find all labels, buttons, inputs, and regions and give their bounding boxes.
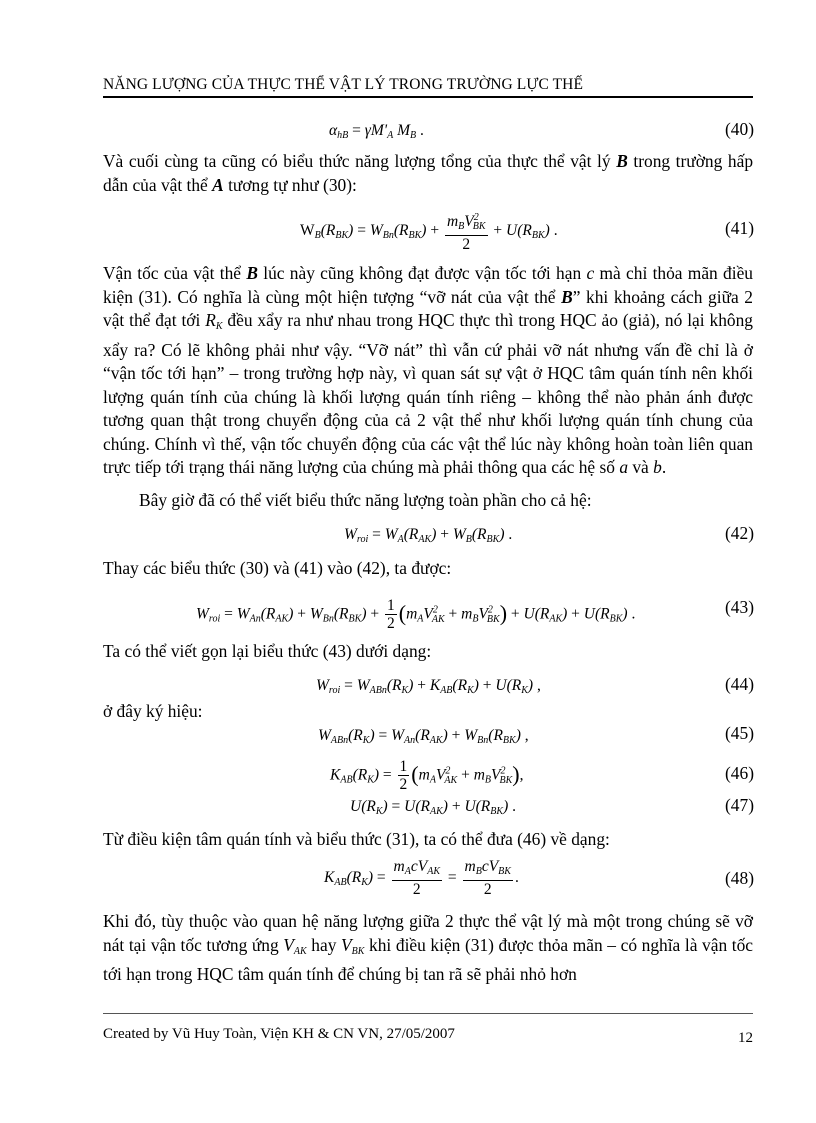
equation-number-42: (42) — [725, 523, 754, 543]
paragraph-inertia-center: Từ điều kiện tâm quán tính và biểu thức (31), ta có thể đưa (46) về dạng: — [103, 829, 610, 849]
equation-47: $U(R_K) = U(R_{AK}) + U(R_{BK})$ . — [350, 798, 516, 817]
equation-40: $\alpha_{hB} = \gamma M'_A$ $M_B$ . — [329, 122, 424, 141]
equation-number-46: (46) — [725, 763, 754, 783]
paragraph-energy-B: Và cuối cùng ta cũng có biểu thức năng lượng tổng của thực thể vật lý B trong trường hấp dẫn của vật thể A tương tự như (30): — [103, 151, 754, 195]
paragraph-notation: ở đây ký hiệu: — [103, 701, 203, 721]
equation-number-41: (41) — [725, 218, 754, 238]
equation-number-40: (40) — [725, 119, 754, 139]
running-header: NĂNG LƯỢNG CỦA THỰC THỂ VẬT LÝ TRONG TRƯỜNG LỰC THẾ — [103, 76, 584, 93]
paragraph-compact-form: Ta có thể viết gọn lại biểu thức (43) dưới dạng: — [103, 641, 432, 661]
equation-42: $W_{roi} = W_A(R_{AK}) + W_B(R_{BK})$ . — [344, 526, 513, 545]
equation-48: $K_{AB}(R_K)$ = $\frac{m_AcV_{AK}}{2}$ = $\frac{m_BcV_{BK}}{2}$ . — [324, 858, 519, 898]
equation-44: $W_{roi} = W_{ABn}(R_K) + K_{AB}(R_K) + U(R_K)$ , — [316, 677, 541, 696]
equation-number-45: (45) — [725, 723, 754, 743]
page-number: 12 — [738, 1030, 753, 1046]
equation-number-47: (47) — [725, 795, 754, 815]
header-rule — [103, 96, 753, 98]
footer-rule — [103, 1013, 753, 1014]
paragraph-velocity-discussion: Vận tốc của vật thể B lúc này cũng không đạt được vận tốc tới hạn c mà chỉ thỏa mãn điều kiện (31). Có nghĩa là cùng một hiện tượng “vỡ nát của vật thể B” khi khoảng cách giữa 2 vật thể đạt tới $R_K$ đều xẩy ra như nhau trong HQC thực thì trong HQC ảo (giả), nó lại không xẩy ra? Có lẽ không phải như vậy. “Vỡ nát” thì vẫn cứ phải vỡ nát nhưng vấn đề chỉ là ở “vận tốc tới hạn” – trong trường hợp này, vì quan sát sự vật ở HQC tâm quán tính nên khối lượng quán tính của chúng là khối lượng quán tính riêng – không thể nào phản ánh được tương quan thật trong chuyển động của cả 2 vật thể như khối lượng quán tính chung của chúng. Chính vì thế, vận tốc chuyển động của các vật thể lúc này không hoàn toàn liên quan trực tiếp tới trạng thái năng lượng của chúng mà phải thông qua các hệ số a và b. — [103, 263, 753, 477]
equation-43: $W_{roi} = W_{An}(R_{AK}) + W_{Bn}(R_{BK})$ + $\frac{1}{2}$ $(m_AV^2_{AK} + m_BV^2_{BK}) + U(R_{AK}) + U(R_{BK})$ . — [196, 597, 636, 632]
paragraph-substitute: Thay các biểu thức (30) và (41) vào (42), ta được: — [103, 558, 452, 578]
equation-number-44: (44) — [725, 674, 754, 694]
footer-credit: Created by Vũ Huy Toàn, Viện KH & CN VN, 27/05/2007 — [103, 1026, 455, 1042]
equation-number-48: (48) — [725, 868, 754, 888]
equation-45: $W_{ABn}(R_K) = W_{An}(R_{AK}) + W_{Bn}(R_{BK})$ , — [318, 727, 529, 746]
equation-41: $W_B(R_{BK}) = W_{Bn}(R_{BK})$ + $\frac{m_BV^2_{BK}}{2}$ + $U(R_{BK})$ . — [300, 209, 558, 254]
paragraph-total-energy-intro: Bây giờ đã có thể viết biểu thức năng lượng toàn phần cho cả hệ: — [139, 490, 592, 510]
equation-number-43: (43) — [725, 597, 754, 617]
equation-46: $K_{AB}(R_K)$ = $\frac{1}{2}$ $(m_AV^2_{AK} + m_BV^2_{BK})$, — [330, 758, 524, 793]
paragraph-conclusion: Khi đó, tùy thuộc vào quan hệ năng lượng giữa 2 thực thể vật lý mà một trong chúng sẽ vỡ nát tại vận tốc tương ứng $V_{AK}$ hay $V_{BK}$ khi điều kiện (31) được thỏa mãn – có nghĩa là vận tốc tới hạn trong HQC tâm quán tính để chúng bị tan rã sẽ phải nhỏ hơn — [103, 911, 753, 984]
